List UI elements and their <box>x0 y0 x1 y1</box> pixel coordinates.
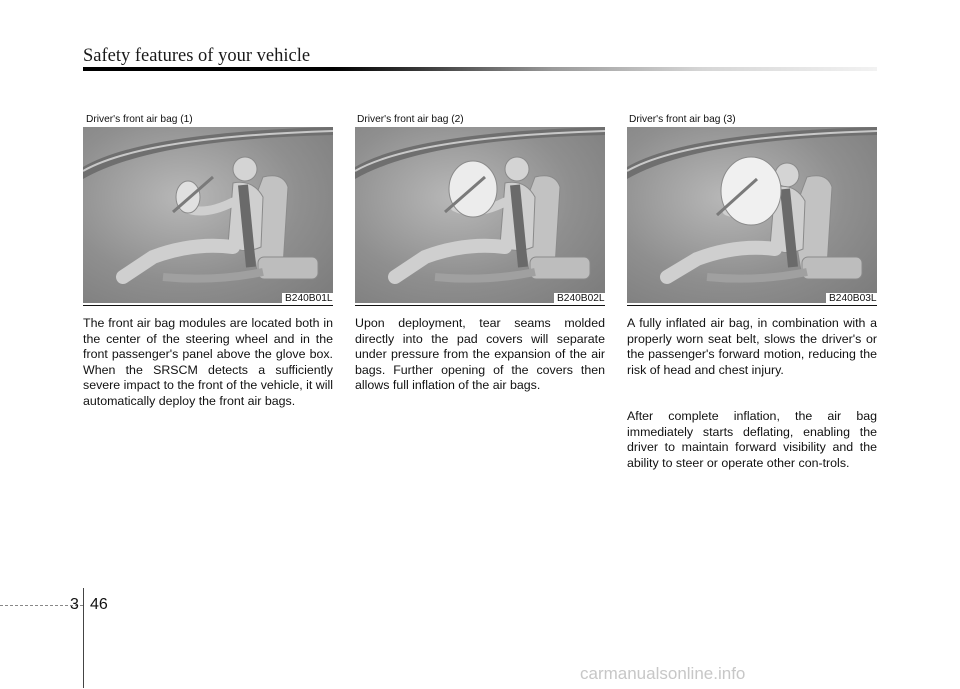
figure-code-rule-2 <box>355 305 605 306</box>
column-1-paragraph-1: The front air bag modules are located both in the center of the steering wheel and in the front passenger's panel above the glove box. When the SRSCM detects a sufficiently severe impact to the front of the vehicle, it will automatically deploy the front air bags. <box>83 316 333 408</box>
footer-rule-vertical <box>83 588 84 688</box>
driver-airbag-illustration-3 <box>627 127 877 303</box>
figure-caption-3: Driver's front air bag (3) <box>629 114 736 125</box>
figure-code-3: B240B03L <box>826 293 877 304</box>
column-3-paragraph-2: After complete inflation, the air bag immediately starts deflating, enabling the driver to maintain forward visibility and the ability to steer or operate other con-trols. <box>627 409 877 470</box>
page-header-title: Safety features of your vehicle <box>83 46 311 66</box>
column-2-paragraph-1: Upon deployment, tear seams molded directly into the pad covers will separate under pressure from the expansion of the air bags. Further opening of the covers then allows full inflation of the air bags. <box>355 316 605 393</box>
figure-airbag-3 <box>627 127 877 303</box>
figure-code-rule-3 <box>627 305 877 306</box>
figure-airbag-2 <box>355 127 605 303</box>
figure-code-rule-1 <box>83 305 333 306</box>
figure-code-1: B240B01L <box>282 293 333 304</box>
figure-caption-2: Driver's front air bag (2) <box>357 114 464 125</box>
figure-airbag-1 <box>83 127 333 303</box>
header-rule <box>83 67 877 71</box>
watermark: carmanualsonline.info <box>580 664 746 683</box>
figure-caption-1: Driver's front air bag (1) <box>86 114 193 125</box>
footer-section-number: 3 <box>70 596 79 613</box>
figure-code-2: B240B02L <box>554 293 605 304</box>
column-3-paragraph-1: A fully inflated air bag, in combination with a properly worn seat belt, slows the driver's or the passenger's forward motion, reducing the risk of head and chest injury. <box>627 316 877 377</box>
driver-airbag-illustration-2 <box>355 127 605 303</box>
driver-airbag-illustration-1 <box>83 127 333 303</box>
footer-page-number: 46 <box>90 596 108 613</box>
